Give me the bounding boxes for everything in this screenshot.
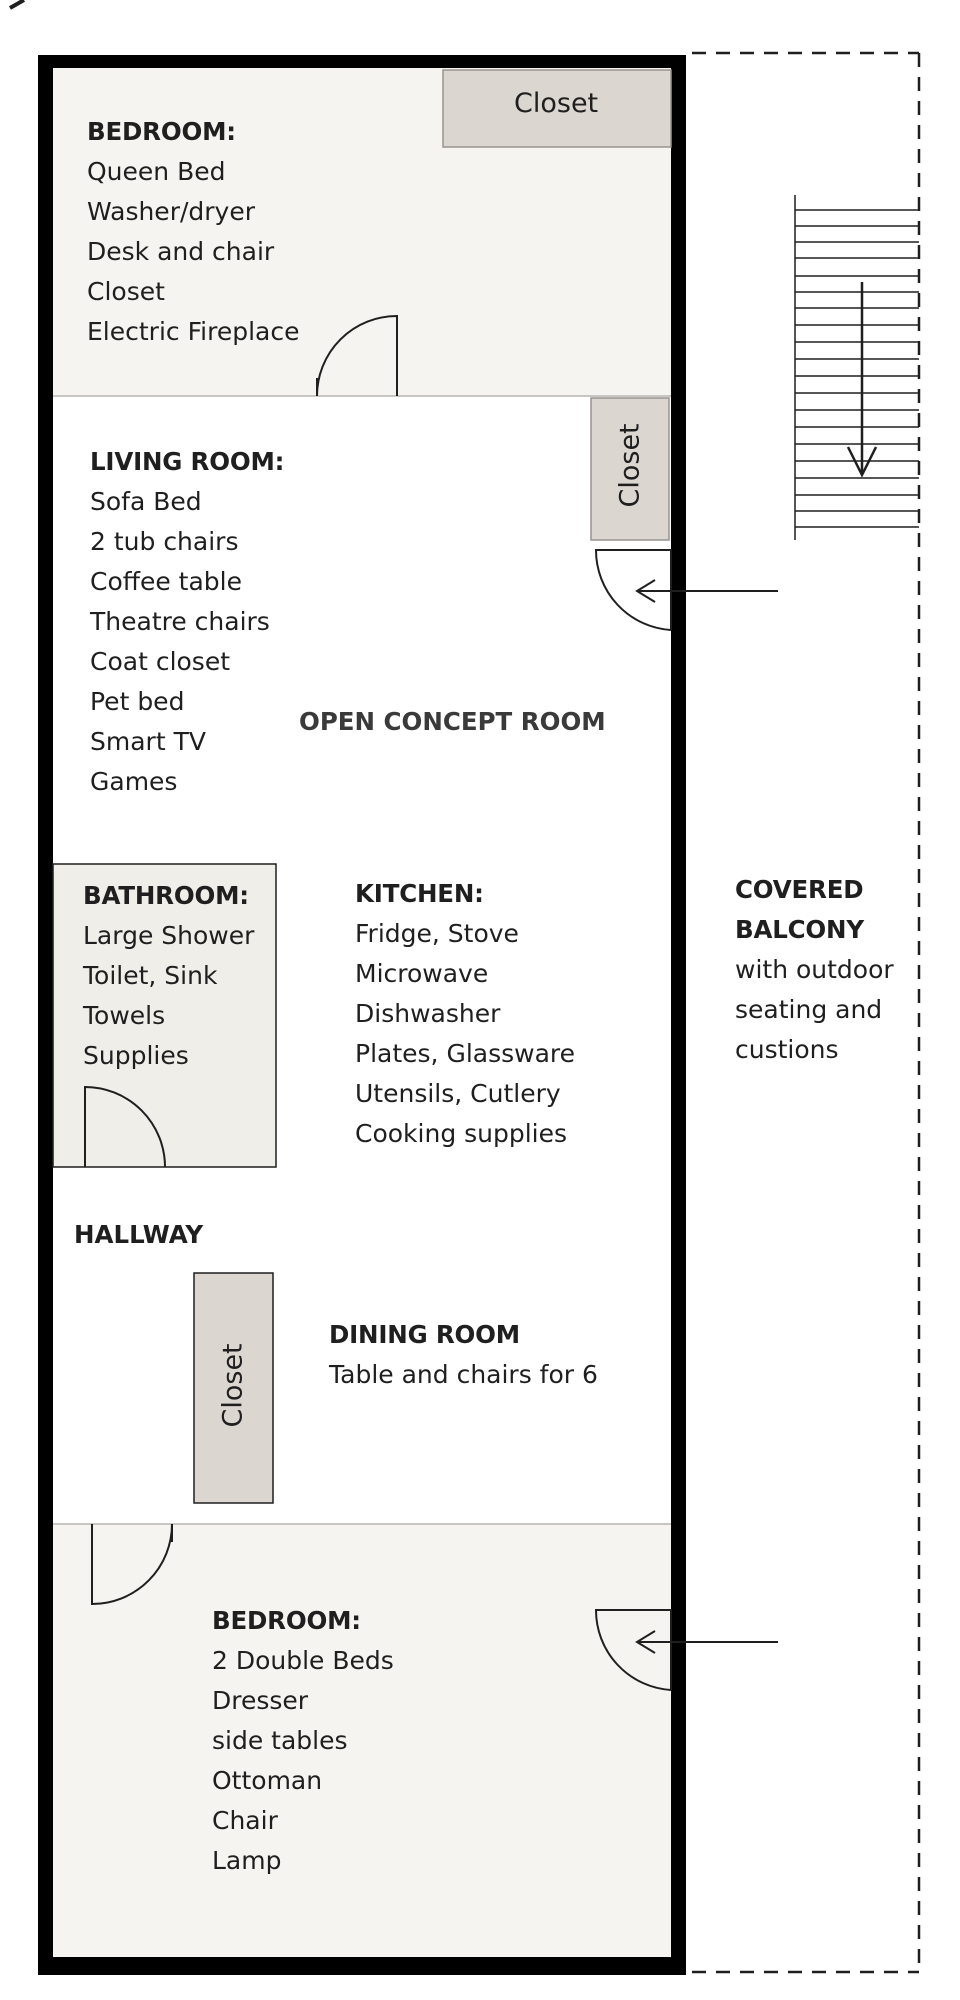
balcony-item: with outdoor — [735, 955, 894, 984]
bedroom2-item: 2 Double Beds — [212, 1646, 394, 1675]
closet-living-label: Closet — [614, 423, 646, 508]
hallway-label: HALLWAY — [74, 1220, 204, 1249]
stairs-direction-arrow — [848, 282, 876, 475]
bathroom-item: Toilet, Sink — [83, 961, 218, 990]
balcony-title-line: COVERED — [735, 875, 864, 904]
kitchen-item: Cooking supplies — [355, 1119, 568, 1148]
living-room-item: Coffee table — [90, 567, 243, 596]
bedroom2-item: Chair — [212, 1806, 278, 1835]
living-room-item: Coat closet — [90, 647, 231, 676]
balcony-item: seating and — [735, 995, 883, 1024]
open-concept-label: OPEN CONCEPT ROOM — [299, 707, 606, 736]
dining-room-title: DINING ROOM — [329, 1320, 520, 1349]
kitchen-item: Plates, Glassware — [355, 1039, 576, 1068]
bedroom1-item: Closet — [87, 277, 165, 306]
kitchen-label — [355, 874, 575, 1154]
bedroom2-item: Lamp — [212, 1846, 282, 1875]
balcony-label — [735, 870, 894, 1070]
living-room-item: Sofa Bed — [90, 487, 202, 516]
bedroom2-item: Ottoman — [212, 1766, 323, 1795]
kitchen-item: Fridge, Stove — [355, 919, 519, 948]
bedroom2-label — [212, 1601, 394, 1881]
living-room-item: 2 tub chairs — [90, 527, 239, 556]
bedroom1-item: Electric Fireplace — [87, 317, 300, 346]
living-room-item: Theatre chairs — [90, 607, 270, 636]
living-room-title: LIVING ROOM: — [90, 447, 285, 476]
bedroom1-item: Queen Bed — [87, 157, 226, 186]
stairs — [795, 195, 919, 540]
kitchen-item: Dishwasher — [355, 999, 501, 1028]
kitchen-title: KITCHEN: — [355, 879, 484, 908]
kitchen-item: Utensils, Cutlery — [355, 1079, 561, 1108]
bedroom2-item: Dresser — [212, 1686, 309, 1715]
dining-room-item: Table and chairs for 6 — [329, 1360, 598, 1389]
dining-room-label — [329, 1315, 598, 1395]
bedroom1-label — [87, 112, 299, 352]
bathroom-label — [83, 876, 254, 1076]
balcony-item: custions — [735, 1035, 839, 1064]
bedroom1-item: Washer/dryer — [87, 197, 255, 226]
bedroom1-title: BEDROOM: — [87, 117, 236, 146]
living-room-item: Games — [90, 767, 178, 796]
kitchen-item: Microwave — [355, 959, 489, 988]
living-room-item: Smart TV — [90, 727, 206, 756]
living-room-label — [90, 442, 284, 802]
balcony-title-line: BALCONY — [735, 915, 864, 944]
bathroom-item: Large Shower — [83, 921, 255, 950]
bathroom-item: Supplies — [83, 1041, 189, 1070]
bathroom-title: BATHROOM: — [83, 881, 249, 910]
closet-hall-label: Closet — [217, 1343, 249, 1428]
closet-top-label: Closet — [514, 88, 599, 119]
bedroom2-item: side tables — [212, 1726, 348, 1755]
top-corner-mark — [10, 0, 24, 8]
bedroom2-title: BEDROOM: — [212, 1606, 361, 1635]
bedroom1-item: Desk and chair — [87, 237, 275, 266]
bathroom-item: Towels — [83, 1001, 166, 1030]
living-room-item: Pet bed — [90, 687, 185, 716]
